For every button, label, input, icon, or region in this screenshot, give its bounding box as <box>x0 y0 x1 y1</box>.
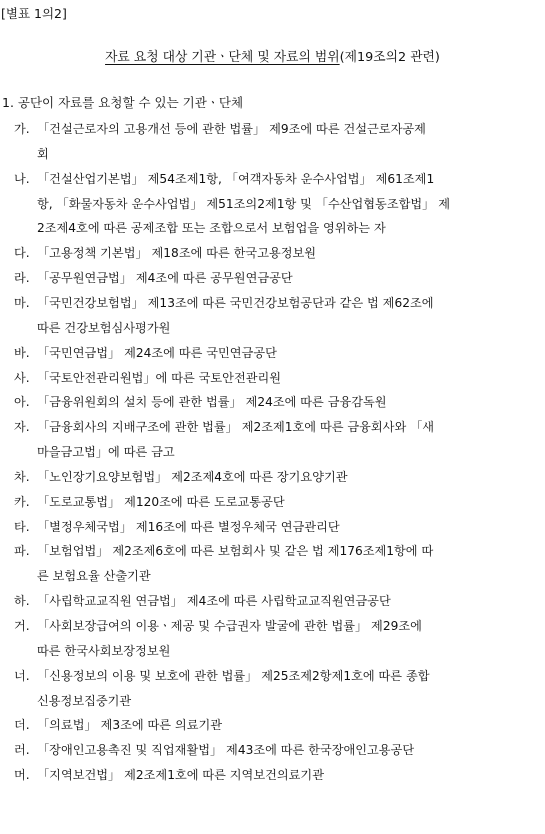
document-title <box>0 46 545 65</box>
item-marker: 사. <box>14 370 30 385</box>
item-marker: 거. <box>14 619 30 633</box>
item-text-line: 「금융회사의 지배구조에 관한 법률」 제2조제1호에 따른 금융회사와 「새 <box>37 420 435 435</box>
item-text-line: 「공무원연금법」 제4조에 따른 공무원연금공단 <box>37 271 293 286</box>
title-reference: (제19조의2 관련) <box>339 50 440 65</box>
item-text-line: 「신용정보의 이용 및 보호에 관한 법률」 제25조제2항제1호에 따른 종합 <box>37 668 430 683</box>
item-text-line: 「보험업법」 제2조제6호에 따른 보험회사 및 같은 법 제176조제1항에 따 <box>37 544 434 559</box>
item-text-line: 「별정우체국법」 제16조에 따른 별정우체국 연금관리단 <box>37 519 340 534</box>
item-marker: 카. <box>14 494 30 509</box>
item-text-line: 따른 한국사회보장정보원 <box>37 643 171 658</box>
item-marker: 다. <box>14 246 30 261</box>
item-marker: 아. <box>14 395 30 410</box>
item-text-line: 「지역보건법」 제2조제1호에 따른 지역보건의료기관 <box>37 768 324 783</box>
section-heading: 1. 공단이 자료를 요청할 수 있는 기관ㆍ단체 <box>2 95 244 110</box>
item-marker: 타. <box>14 519 30 534</box>
item-text-line: 2조제4호에 따른 공제조합 또는 조합으로서 보험업을 영위하는 자 <box>37 221 386 236</box>
item-marker: 마. <box>14 295 30 310</box>
item-text-line: 마을금고법」에 따른 금고 <box>37 445 175 460</box>
item-text-line: 「도로교통법」 제120조에 따른 도로교통공단 <box>37 494 285 509</box>
item-text-line: 「국민연금법」 제24조에 따른 국민연금공단 <box>37 345 277 360</box>
item-text-line: 「사회보장급여의 이용ㆍ제공 및 수급권자 발굴에 관한 법률」 제29조에 <box>37 619 422 633</box>
item-text-line: 「장애인고용촉진 및 직업재활법」 제43조에 따른 한국장애인고용공단 <box>37 743 415 758</box>
item-text-line: 「건설산업기본법」 제54조제1항, 「여객자동차 운수사업법」 제61조제1 <box>37 171 435 186</box>
item-marker: 너. <box>14 668 30 683</box>
item-text-line: 신용정보집중기관 <box>37 693 132 708</box>
item-text-line: 「건설근로자의 고용개선 등에 관한 법률」 제9조에 따른 건설근로자공제 <box>37 122 426 136</box>
item-marker: 머. <box>14 768 30 783</box>
item-marker: 차. <box>14 469 30 484</box>
item-text-line: 「고용정책 기본법」 제18조에 따른 한국고용정보원 <box>37 246 317 261</box>
item-marker: 파. <box>14 544 30 559</box>
item-text-line: 「의료법」 제3조에 따른 의료기관 <box>37 718 223 733</box>
item-text-line: 회 <box>37 146 49 161</box>
item-marker: 라. <box>14 271 30 286</box>
item-text-line: 「국토안전관리원법」에 따른 국토안전관리원 <box>37 370 282 385</box>
item-text-line: 「노인장기요양보험법」 제2조제4호에 따른 장기요양기관 <box>37 469 348 484</box>
item-marker: 더. <box>14 718 30 733</box>
item-text-line: 따른 건강보험심사평가원 <box>37 320 171 335</box>
item-marker: 나. <box>14 171 30 186</box>
item-marker: 하. <box>14 594 30 609</box>
item-text-line: 른 보험요율 산출기관 <box>37 569 151 584</box>
title-main: 자료 요청 대상 기관ㆍ단체 및 자료의 범위 <box>105 50 340 65</box>
item-marker: 바. <box>14 345 30 360</box>
item-marker: 자. <box>14 420 30 435</box>
item-text-line: 「사립학교교직원 연금법」 제4조에 따른 사립학교교직원연금공단 <box>37 594 391 609</box>
appendix-label: [별표 1의2] <box>1 6 67 21</box>
item-text-line: 「국민건강보험법」 제13조에 따른 국민건강보험공단과 같은 법 제62조에 <box>37 295 434 310</box>
item-marker: 가. <box>14 122 30 136</box>
item-text-line: 항, 「화물자동차 운수사업법」 제51조의2제1항 및 「수산업협동조합법」 제 <box>37 196 450 211</box>
item-marker: 러. <box>14 743 30 758</box>
item-text-line: 「금융위원회의 설치 등에 관한 법률」 제24조에 따른 금융감독원 <box>37 395 387 410</box>
